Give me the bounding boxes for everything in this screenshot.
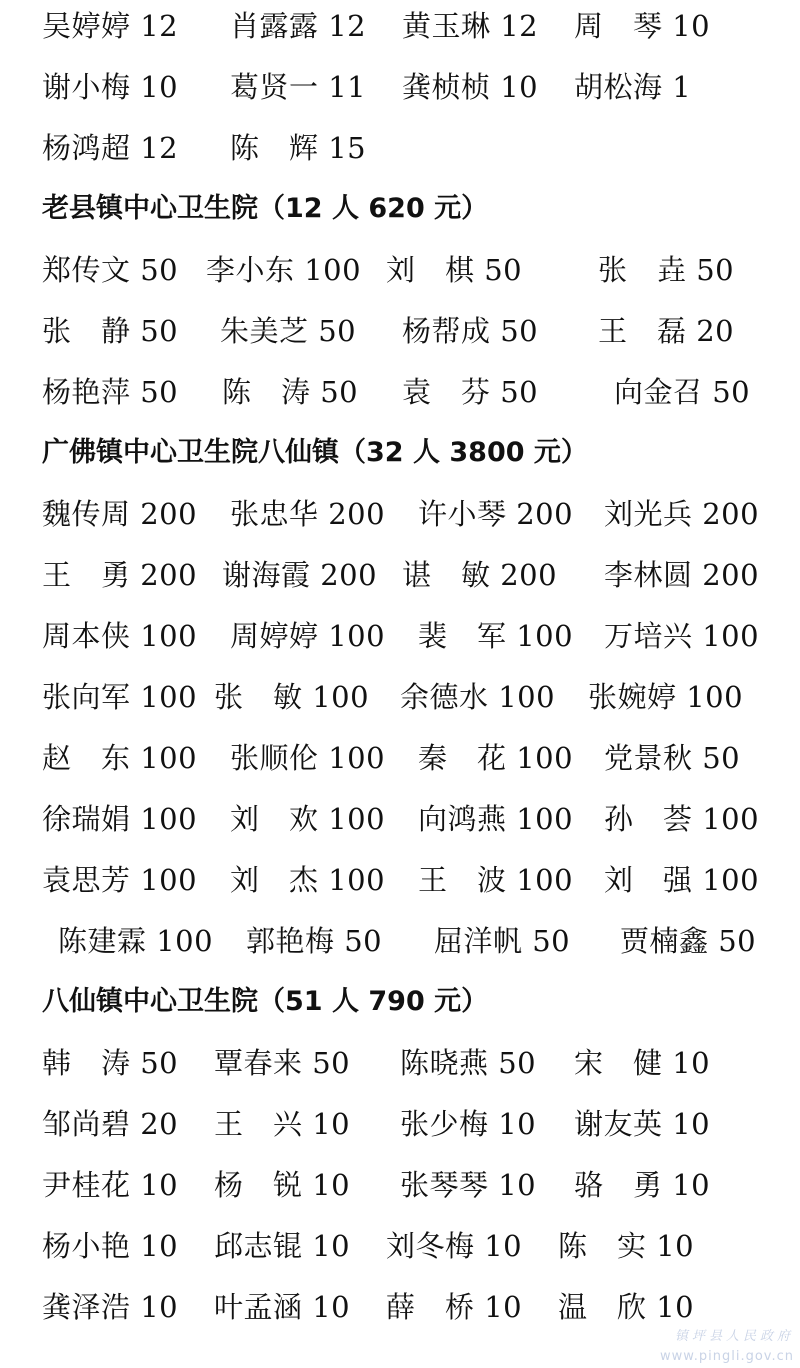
list-row [0, 372, 800, 412]
list-row [0, 1165, 800, 1205]
donor-entry: 李林圆 200 [604, 558, 760, 592]
donor-entry: 陈 实 10 [558, 1229, 695, 1263]
donor-entry: 邹尚碧 20 [42, 1107, 179, 1141]
list-row [0, 250, 800, 290]
donor-entry: 龚泽浩 10 [42, 1290, 179, 1324]
list-row [0, 1226, 800, 1266]
donor-entry: 袁思芳 100 [42, 863, 198, 897]
donor-entry: 龚桢桢 10 [402, 70, 539, 104]
donor-entry: 谢小梅 10 [42, 70, 179, 104]
list-row [0, 860, 800, 900]
donor-entry: 党景秋 50 [604, 741, 741, 775]
donor-entry: 许小琴 200 [418, 497, 574, 531]
donor-entry: 骆 勇 10 [574, 1168, 711, 1202]
donor-entry: 陈晓燕 50 [400, 1046, 537, 1080]
donor-entry: 刘 棋 50 [386, 253, 523, 287]
donor-entry: 葛贤一 11 [230, 70, 367, 104]
list-row [0, 1104, 800, 1144]
donor-entry: 向金召 50 [614, 375, 751, 409]
list-row [0, 799, 800, 839]
donor-entry: 张琴琴 10 [400, 1168, 537, 1202]
watermark-url: www.pingli.gov.cn [660, 1349, 794, 1364]
donor-entry: 朱美芝 50 [220, 314, 357, 348]
donor-entry: 张 静 50 [42, 314, 179, 348]
donor-entry: 张向军 100 [42, 680, 198, 714]
donor-entry: 王 磊 20 [598, 314, 735, 348]
donor-entry: 刘 强 100 [604, 863, 760, 897]
section-heading: 八仙镇中心卫生院（51 人 790 元） [42, 986, 489, 1017]
donor-entry: 陈 涛 50 [222, 375, 359, 409]
donor-entry: 刘 杰 100 [230, 863, 386, 897]
donor-entry: 裴 军 100 [418, 619, 574, 653]
donor-entry: 张婉婷 100 [588, 680, 744, 714]
donor-entry: 袁 芬 50 [402, 375, 539, 409]
donor-entry: 谢海霞 200 [222, 558, 378, 592]
donor-entry: 肖露露 12 [230, 9, 367, 43]
section-heading: 老县镇中心卫生院（12 人 620 元） [42, 193, 489, 224]
donor-entry: 孙 荟 100 [604, 802, 760, 836]
list-row [0, 128, 800, 168]
donor-entry: 胡松海 1 [574, 70, 692, 104]
donor-entry: 谌 敏 200 [402, 558, 558, 592]
donor-entry: 周本侠 100 [42, 619, 198, 653]
watermark-title: 镇坪县人民政府 [674, 1329, 794, 1344]
donor-entry: 张顺伦 100 [230, 741, 386, 775]
donor-entry: 秦 花 100 [418, 741, 574, 775]
donor-entry: 万培兴 100 [604, 619, 760, 653]
donor-entry: 张 敏 100 [214, 680, 370, 714]
donor-entry: 陈建霖 100 [58, 924, 214, 958]
donor-entry: 张 垚 50 [598, 253, 735, 287]
donor-entry: 杨 锐 10 [214, 1168, 351, 1202]
donor-entry: 温 欣 10 [558, 1290, 695, 1324]
donor-entry: 刘光兵 200 [604, 497, 760, 531]
donor-entry: 黄玉琳 12 [402, 9, 539, 43]
list-row [0, 921, 800, 961]
donor-entry: 贾楠鑫 50 [620, 924, 757, 958]
donor-entry: 杨艳萍 50 [42, 375, 179, 409]
donor-entry: 徐瑞娟 100 [42, 802, 198, 836]
list-row [0, 1043, 800, 1083]
donor-entry: 杨鸿超 12 [42, 131, 179, 165]
donor-entry: 王 勇 200 [42, 558, 198, 592]
donor-entry: 李小东 100 [206, 253, 362, 287]
donor-entry: 张忠华 200 [230, 497, 386, 531]
donor-entry: 向鸿燕 100 [418, 802, 574, 836]
list-row [0, 1287, 800, 1327]
donor-entry: 陈 辉 15 [230, 131, 367, 165]
list-row [0, 616, 800, 656]
donor-entry: 宋 健 10 [574, 1046, 711, 1080]
list-row [0, 555, 800, 595]
donor-entry: 周婷婷 100 [230, 619, 386, 653]
donor-entry: 谢友英 10 [574, 1107, 711, 1141]
donor-entry: 郑传文 50 [42, 253, 179, 287]
donor-entry: 杨帮成 50 [402, 314, 539, 348]
donor-entry: 赵 东 100 [42, 741, 198, 775]
donor-entry: 张少梅 10 [400, 1107, 537, 1141]
donor-entry: 覃春来 50 [214, 1046, 351, 1080]
donor-entry: 邱志锟 10 [214, 1229, 351, 1263]
list-row [0, 494, 800, 534]
donor-entry: 王 波 100 [418, 863, 574, 897]
donor-entry: 余德水 100 [400, 680, 556, 714]
list-row [0, 67, 800, 107]
list-row [0, 311, 800, 351]
donor-entry: 韩 涛 50 [42, 1046, 179, 1080]
list-row [0, 677, 800, 717]
donor-entry: 刘 欢 100 [230, 802, 386, 836]
list-row [0, 738, 800, 778]
list-row [0, 6, 800, 46]
donor-entry: 叶孟涵 10 [214, 1290, 351, 1324]
donor-entry: 尹桂花 10 [42, 1168, 179, 1202]
donor-entry: 魏传周 200 [42, 497, 198, 531]
section-heading: 广佛镇中心卫生院八仙镇（32 人 3800 元） [42, 437, 588, 468]
donor-entry: 周 琴 10 [574, 9, 711, 43]
donor-entry: 屈洋帆 50 [434, 924, 571, 958]
donor-entry: 薛 桥 10 [386, 1290, 523, 1324]
donor-entry: 吴婷婷 12 [42, 9, 179, 43]
donor-entry: 王 兴 10 [214, 1107, 351, 1141]
donor-entry: 杨小艳 10 [42, 1229, 179, 1263]
donor-entry: 郭艳梅 50 [246, 924, 383, 958]
donor-entry: 刘冬梅 10 [386, 1229, 523, 1263]
